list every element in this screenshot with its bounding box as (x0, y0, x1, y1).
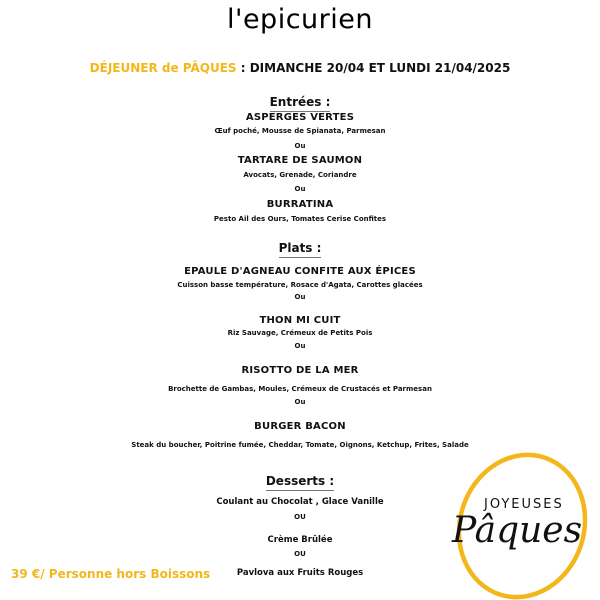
dessert-name: Coulant au Chocolat , Glace Vanille (216, 497, 384, 507)
entree-name: TARTARE DE SAUMON (237, 155, 363, 166)
menu-headline (0, 61, 600, 75)
dessert-name: Pavlova aux Fruits Rouges (236, 568, 364, 578)
or-separator: Ou (294, 185, 306, 193)
entree-name: ASPERGES VERTES (245, 112, 355, 123)
entrees-heading: Entrées : (270, 95, 331, 112)
plat-description: Riz Sauvage, Crémeux de Petits Pois (227, 329, 373, 337)
or-separator: Ou (294, 293, 306, 301)
or-separator: OU (294, 550, 306, 558)
plat-description: Steak du boucher, Poitrine fumée, Cheddar, Tomate, Oignons, Ketchup, Frites, Salade (131, 441, 469, 449)
plat-description: Brochette de Gambas, Moules, Crémeux de Crustacés et Parmesan (168, 385, 432, 393)
badge-text-joyeuses: JOYEUSES (484, 497, 564, 512)
price-label: 39 €/ Personne hors Boissons (11, 567, 211, 581)
plat-name: RISOTTO DE LA MER (241, 365, 359, 376)
badge-text-paques: Pâques (452, 510, 583, 551)
or-separator: OU (294, 513, 306, 521)
headline-dates: : DIMANCHE 20/04 ET LUNDI 21/04/2025 (236, 61, 511, 75)
plat-name: BURGER BACON (254, 421, 346, 432)
plat-name: EPAULE D'AGNEAU CONFITE AUX ÉPICES (184, 266, 416, 277)
headline-highlight: DÉJEUNER de PÂQUES (89, 61, 237, 75)
or-separator: Ou (294, 342, 306, 350)
entree-name: BURRATINA (266, 199, 334, 210)
entree-description: Avocats, Grenade, Coriandre (243, 171, 357, 179)
plats-heading-row (0, 237, 600, 258)
entree-description: Œuf poché, Mousse de Spianata, Parmesan (214, 127, 386, 135)
or-separator: Ou (294, 142, 306, 150)
restaurant-logo: l'epicurien (227, 4, 373, 35)
easter-egg-badge (438, 446, 598, 600)
or-separator: Ou (294, 398, 306, 406)
plat-name: THON MI CUIT (259, 315, 341, 326)
plat-description: Cuisson basse température, Rosace d'Agata, Carottes glacées (177, 281, 423, 289)
plats-heading: Plats : (279, 241, 322, 258)
dessert-name: Crème Brûlée (267, 535, 333, 545)
entree-description: Pesto Ail des Ours, Tomates Cerise Confites (213, 215, 387, 223)
entrees-heading-row (0, 91, 600, 112)
desserts-heading: Desserts : (266, 474, 334, 491)
